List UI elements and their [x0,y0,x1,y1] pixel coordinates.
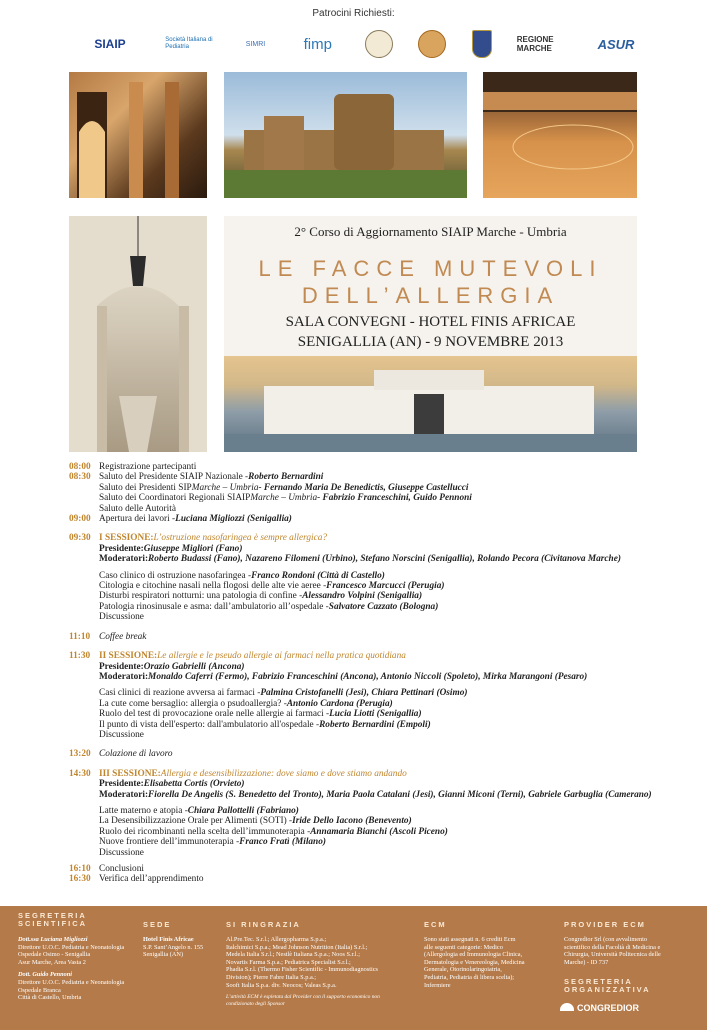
programme [69,462,699,885]
programme-row [69,749,699,759]
programme-row [69,779,699,789]
speaker: Franco Rondoni (Città di Castello) [251,570,385,581]
item-text: Verifica dell’apprendimento [99,874,204,885]
segreteria-organizzativa-heading: SEGRETERIA ORGANIZZATIVA [564,977,651,994]
programme-row [69,554,699,564]
programme-row [69,612,699,622]
break-label: Colazione di lavoro [99,749,173,760]
siaip-logo: SIAIP [94,37,126,51]
programme-row [69,837,699,847]
item-text: Saluto dei Presidenti SIP [99,482,192,493]
programme-row [69,483,699,493]
speaker: Giuseppe Migliori (Fano) [143,543,243,554]
time: 09:00 [69,514,91,525]
time: 16:10 [69,864,91,874]
time: 08:00 [69,462,91,472]
provider-ecm-heading: PROVIDER ECM [564,920,646,929]
programme-row [69,514,699,524]
programme-row [69,581,699,591]
speaker: Francesco Marcucci (Perugia) [326,581,445,592]
region: Marche – Umbria [250,493,318,504]
sede-info: Hotel Finis Africae S.P. Sant’Angelo n. 155 Senigallia (AN) [143,936,204,959]
talk-title: Ruolo del test di provocazione orale nelle allergie ai farmaci - [99,709,330,720]
speaker: Lucia Liotti (Senigallia) [329,709,422,720]
programme-row [69,827,699,837]
regione-marche-logo: REGIONE MARCHE [516,35,554,53]
session-label: I SESSIONE: [99,533,154,544]
time: 11:30 [69,651,91,662]
time: 08:30 [69,472,91,483]
break-label: Coffee break [99,631,147,642]
session-title: L’ostruzione nasofaringea è sempre allergica? [153,533,328,544]
talk-title: Citologia e citochine nasali nella flogosi delle alte vie aeree - [99,581,327,592]
sponsors-list: Al.Pre.Tec. S.r.l.; Allergopharma S.p.a.; Italchimici S.p.a.; Mead Johnson Nutrition (Italia) S.r.l.; Medela Italia S.r.l.; Nestlè Italiana S.p.a.; Noos S.r.l.; Novartis Farma S.p.a.; Pediatrica Specialist S.r.l.; Phadia S.r.l. (Thermo Fisher Scientific - Immunodiagnostics Division); Pierre Fabre Italia S.p.a.; Sooft Italia S.p.a. div. Neocos; Valeas S.p.a. L’attività ECM è espletata dal Provider con il supporto economico non condizionato degli Sponsor [226,936,380,1007]
photo-rocca-roveresca-fortress [224,72,467,198]
event-date: SENIGALLIA (AN) - 9 NOVEMBRE 2013 [297,334,564,350]
talk-title: Il punto di vista dell'esperto: dall'ambulatorio all'ospedale - [99,719,320,730]
item-text: Saluto del Presidente SIAIP Nazionale - [99,472,249,483]
photo-portici-lanterns [69,216,207,452]
photo-piazza-night [483,72,637,198]
ecm-info: Sono stati assegnati n. 6 crediti Ecm alle seguenti categorie: Medico (Allergologia ed Immunologia Clinica, Dermatologia e Venereologia, Medicina Generale, Otorinolaringoiatria, Pediatria, Pediatria di libera scelta); Infermiere [424,936,525,989]
session-title: Le allergie e le pseudo allergie ai farmaci nella pratica quotidiana [157,651,406,662]
programme-row [69,709,699,719]
talk-title: Nuove frontiere dell’immunoterapia - [99,837,240,848]
time: 09:30 [69,533,91,544]
speaker: Franco Fratì (Milano) [239,837,326,848]
speaker: - Fabrizio Franceschini, Guido Pennoni [317,493,472,504]
event-title-line2: DELL’ALLERGIA [301,283,560,308]
sponsor-logos [80,26,640,62]
role-label: Presidente: [99,661,144,672]
programme-row [69,672,699,682]
provider-info: Congredior Srl (con avvalimento scientifico della Facoltà di Medicina e Chirurgia, Università Politecnica delle Marche) - ID 737 [564,936,661,966]
simri-logo-text: SIMRI [245,40,266,48]
programme-row [69,864,699,874]
programme-row [69,662,699,672]
session-header [69,769,699,779]
programme-row [69,591,699,601]
event-title-line1: LE FACCE MUTEVOLI [258,256,603,281]
role-label: Presidente: [99,543,144,554]
role-label: Moderatori: [99,789,149,800]
discussion: Discussione [99,729,144,740]
programme-row [69,571,699,581]
speaker: Iride Dello Iacono (Benevento) [292,816,412,827]
speaker: Luciana Migliozzi (Senigallia) [175,514,292,525]
photo-rotonda-a-mare [224,356,637,452]
talk-title: Latte materno e atopia - [99,805,188,816]
talk-title: Caso clinico di ostruzione nasofaringea - [99,570,252,581]
segreteria-scientifica-contacts: Dott.ssa Luciana Migliozzi Direttore U.O.C. Pediatria e Neonatologia Ospedale Osimo - Senigallia Asur Marche, Area Vasta 2 Dott. Guido Pennoni Direttore U.O.C. Pediatria e Neonatologia Ospedale Branca Città di Castello, Umbria [18,936,125,1002]
programme-row [69,806,699,816]
programme-row [69,493,699,503]
speaker: - Fernando Maria De Benedictis, Giuseppe Castellucci [258,482,469,493]
time: 16:30 [69,874,91,885]
programme-row [69,699,699,709]
session-label: III SESSIONE: [99,768,161,779]
photo-portico-arches [69,72,207,198]
congredior-logo-text: CONGREDIOR [577,1003,640,1013]
session-header [69,533,699,543]
talk-title: La Desensibilizzazione Orale per Alimenti (SOTI) - [99,816,293,827]
coat-of-arms-icon [472,28,492,60]
role-label: Presidente: [99,779,144,790]
programme-row [69,504,699,514]
speaker: Salvatore Cazzato (Bologna) [328,601,439,612]
ringraziamenti-heading: SI RINGRAZIA [226,920,301,929]
programme-row [69,816,699,826]
asur-marche-logo: ASUR [597,36,635,52]
programme-row [69,874,699,884]
programme-row [69,472,699,482]
role-label: Moderatori: [99,554,149,565]
segreteria-scientifica-heading: SEGRETERIA SCIENTIFICA [18,911,88,928]
speaker: Roberto Budassi (Fano), Nazareno Filomeni (Urbino), Stefano Norscini (Senigallia), Rolando Pecora (Civitanova Marche) [148,554,621,565]
time: 13:20 [69,749,91,760]
course-subtitle: 2° Corso di Aggiornamento SIAIP Marche - Umbria [294,224,567,239]
speaker: Fiorella De Angelis (S. Benedetto del Tronto), Maria Paola Catalani (Jesi), Gianni Miconi (Terni), Gabriele Garbuglia (Camerano) [148,789,652,800]
sip-logo: Società Italiana di Pediatria [165,37,213,50]
item-text: Saluto dei Coordinatori Regionali SIAIP [99,493,251,504]
role-label: Moderatori: [99,671,149,682]
talk-title: Casi clinici di reazione avversa ai farmaci - [99,688,261,699]
congredior-mark-icon [560,1003,574,1011]
fimp-logo: fimp [303,35,332,53]
ecm-heading: ECM [424,920,447,929]
speaker: Palmina Cristofanelli (Jesi), Chiara Pettinari (Osimo) [260,688,468,699]
talk-title: Ruolo dei ricombinanti nella scelta dell’immunoterapia - [99,826,311,837]
city-seal-icon [418,28,446,60]
session-title: Allergia e desensibilizzazione: dove siamo e dove stiamo andando [160,768,407,779]
congredior-logo [560,1003,639,1013]
programme-row [69,544,699,554]
programme-row [69,730,699,740]
speaker: Roberto Bernardini [248,472,324,483]
session-label: II SESSIONE: [99,651,158,662]
programme-row [69,720,699,730]
sede-heading: SEDE [143,920,172,929]
talk-title: Disturbi respiratori notturni: una patologia di confine - [99,591,303,602]
event-venue: SALA CONVEGNI - HOTEL FINIS AFRICAE [285,314,576,330]
programme-row [69,848,699,858]
speaker: Alessandro Volpini (Senigallia) [302,591,423,602]
session-header [69,651,699,661]
simri-logo [241,28,271,60]
item-text: Apertura dei lavori - [99,514,176,525]
programme-row [69,462,699,472]
talk-title: La cute come bersaglio: allergia o psudoallergia? - [99,698,287,709]
programme-row [69,602,699,612]
item-text: Registrazione partecipanti [99,462,197,472]
programme-row [69,688,699,698]
speaker: Roberto Bernardini (Empoli) [319,719,431,730]
university-seal-icon [365,28,393,60]
time: 11:10 [69,631,91,642]
discussion: Discussione [99,847,144,858]
item-text: Conclusioni [99,864,144,874]
programme-row [69,790,699,800]
talk-title: Patologia rinosinusale e asma: dall’ambulatorio all’ospedale - [99,601,329,612]
patrocini-heading: Patrocini Richiesti: [312,8,395,19]
speaker: Elisabetta Cortis (Orvieto) [143,779,245,790]
discussion: Discussione [99,612,144,623]
item-text: Saluto delle Autorità [99,503,176,514]
speaker: Monaldo Caferri (Fermo), Fabrizio Franceschini (Ancona), Antonio Niccoli (Spoleto), Mirka Marangoni (Pesaro) [148,671,588,682]
speaker: Annamaria Bianchi (Ascoli Piceno) [310,826,448,837]
speaker: Orazio Gabrielli (Ancona) [143,661,245,672]
time: 14:30 [69,768,91,779]
programme-row [69,632,699,642]
speaker: Antonio Cardona (Perugia) [286,698,393,709]
region: Marche – Umbria [191,482,259,493]
speaker: Chiara Pallottelli (Fabriano) [187,805,299,816]
